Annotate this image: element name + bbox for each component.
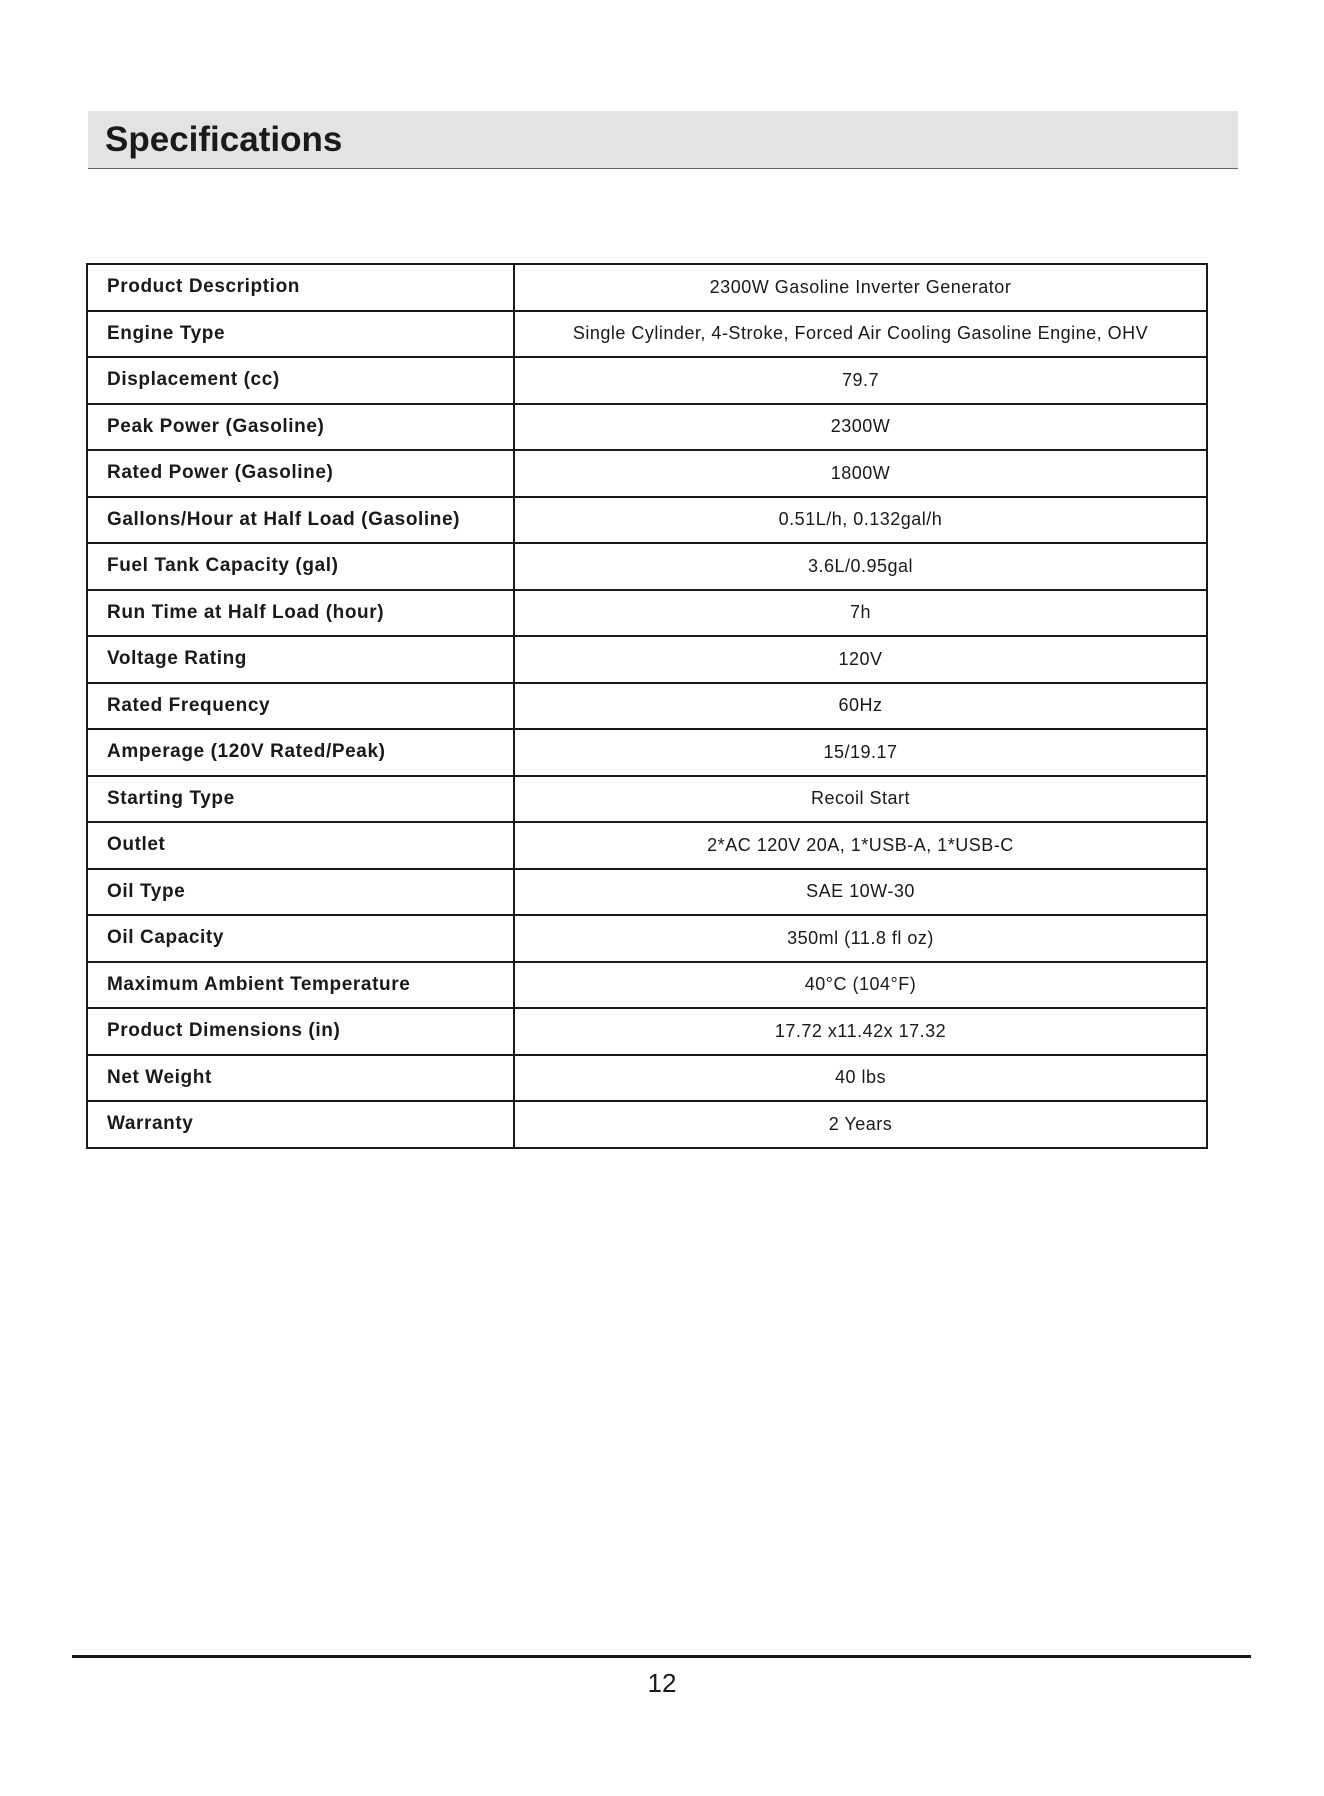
spec-label: Amperage (120V Rated/Peak) [87, 729, 514, 776]
table-row [87, 915, 1207, 962]
table-row [87, 1055, 1207, 1102]
spec-value: SAE 10W-30 [514, 869, 1207, 916]
spec-label: Warranty [87, 1101, 514, 1148]
table-row [87, 264, 1207, 311]
spec-label: Engine Type [87, 311, 514, 358]
spec-label: Rated Power (Gasoline) [87, 450, 514, 497]
table-row [87, 869, 1207, 916]
table-row [87, 404, 1207, 451]
spec-value: 15/19.17 [514, 729, 1207, 776]
spec-label: Product Description [87, 264, 514, 311]
spec-label: Oil Type [87, 869, 514, 916]
spec-value: 3.6L/0.95gal [514, 543, 1207, 590]
page-number: 12 [647, 1668, 677, 1698]
table-row [87, 311, 1207, 358]
spec-label: Gallons/Hour at Half Load (Gasoline) [87, 497, 514, 544]
spec-label: Oil Capacity [87, 915, 514, 962]
spec-label: Starting Type [87, 776, 514, 823]
table-row [87, 543, 1207, 590]
spec-label: Rated Frequency [87, 683, 514, 730]
spec-value: 350ml (11.8 fl oz) [514, 915, 1207, 962]
spec-value: 120V [514, 636, 1207, 683]
spec-label: Product Dimensions (in) [87, 1008, 514, 1055]
spec-label: Net Weight [87, 1055, 514, 1102]
spec-value: 0.51L/h, 0.132gal/h [514, 497, 1207, 544]
table-row [87, 1008, 1207, 1055]
table-row [87, 636, 1207, 683]
spec-value: 17.72 x11.42x 17.32 [514, 1008, 1207, 1055]
page-title: Specifications [105, 120, 343, 159]
spec-value: 1800W [514, 450, 1207, 497]
table-row [87, 729, 1207, 776]
specifications-table [86, 263, 1208, 1149]
table-row [87, 450, 1207, 497]
spec-value: 79.7 [514, 357, 1207, 404]
table-row [87, 822, 1207, 869]
footer-divider [72, 1655, 1251, 1658]
spec-label: Run Time at Half Load (hour) [87, 590, 514, 637]
spec-label: Fuel Tank Capacity (gal) [87, 543, 514, 590]
spec-value: 40 lbs [514, 1055, 1207, 1102]
table-row [87, 357, 1207, 404]
table-row [87, 1101, 1207, 1148]
spec-value: 2*AC 120V 20A, 1*USB-A, 1*USB-C [514, 822, 1207, 869]
table-row [87, 683, 1207, 730]
spec-value: 2300W [514, 404, 1207, 451]
spec-value: 40°C (104°F) [514, 962, 1207, 1009]
specifications-table-body [87, 264, 1207, 1148]
table-row [87, 590, 1207, 637]
spec-label: Displacement (cc) [87, 357, 514, 404]
table-row [87, 497, 1207, 544]
spec-value: 7h [514, 590, 1207, 637]
section-header [88, 111, 1238, 169]
spec-label: Outlet [87, 822, 514, 869]
spec-value: Single Cylinder, 4-Stroke, Forced Air Cooling Gasoline Engine, OHV [514, 311, 1207, 358]
table-row [87, 776, 1207, 823]
table-row [87, 962, 1207, 1009]
spec-value: 60Hz [514, 683, 1207, 730]
spec-label: Maximum Ambient Temperature [87, 962, 514, 1009]
spec-label: Peak Power (Gasoline) [87, 404, 514, 451]
spec-value: Recoil Start [514, 776, 1207, 823]
spec-value: 2300W Gasoline Inverter Generator [514, 264, 1207, 311]
spec-value: 2 Years [514, 1101, 1207, 1148]
spec-label: Voltage Rating [87, 636, 514, 683]
